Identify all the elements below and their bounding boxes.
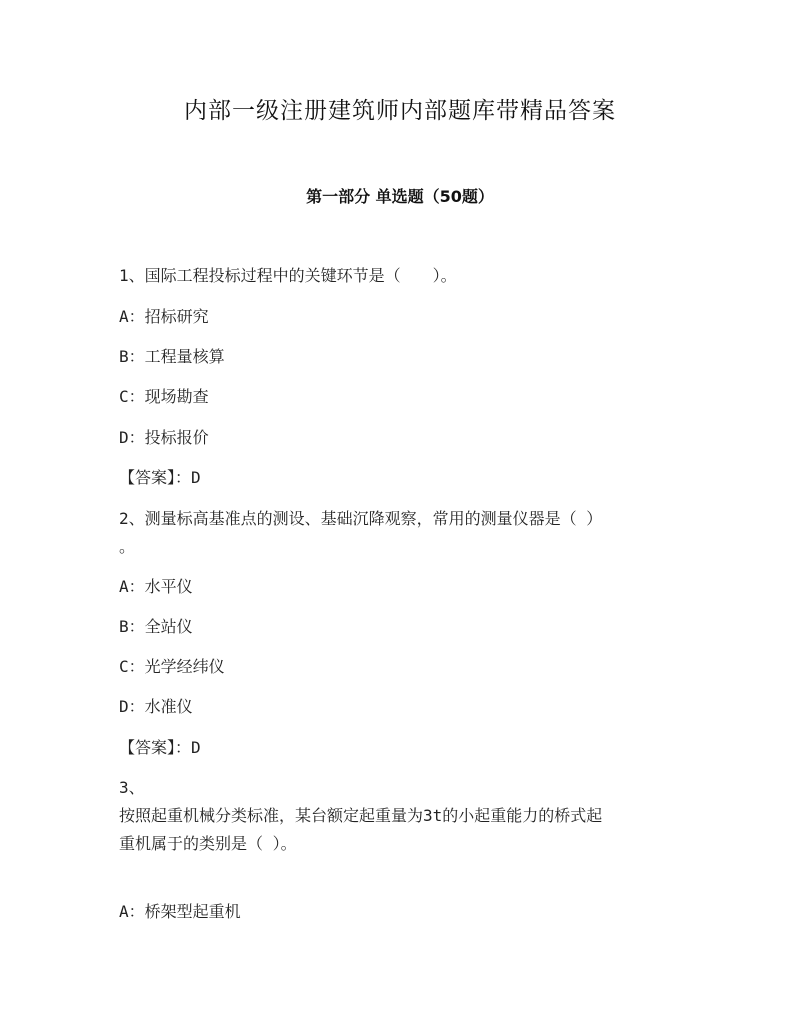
question-2-stem-line1: 2、测量标高基准点的测设、基础沉降观察，常用的测量仪器是（ ） <box>119 509 603 528</box>
question-3-option-a: A：桥架型起重机 <box>119 902 241 921</box>
question-3-number: 3、 <box>119 778 145 797</box>
document-title: 内部一级注册建筑师内部题库带精品答案 <box>184 98 616 124</box>
question-2-option-d: D：水准仪 <box>119 697 193 716</box>
question-3-stem-line2: 重机属于的类别是（ ）。 <box>119 834 297 853</box>
question-2-option-b: B：全站仪 <box>119 617 193 636</box>
section-heading: 第一部分 单选题（50题） <box>306 187 494 206</box>
question-1-answer: 【答案】：D <box>119 468 201 487</box>
question-1-option-a: A：招标研究 <box>119 307 209 326</box>
question-1-option-d: D：投标报价 <box>119 428 209 447</box>
question-1-option-c: C：现场勘查 <box>119 387 209 406</box>
question-1-stem: 1、国际工程投标过程中的关键环节是（ ）。 <box>119 266 457 285</box>
question-2-option-c: C：光学经纬仪 <box>119 657 225 676</box>
question-2-answer: 【答案】：D <box>119 738 201 757</box>
question-1-option-b: B：工程量核算 <box>119 347 225 366</box>
question-2-option-a: A：水平仪 <box>119 577 193 596</box>
question-2-stem-line2: 。 <box>119 537 136 556</box>
question-3-stem-line1: 按照起重机械分类标准，某台额定起重量为3t的小起重能力的桥式起 <box>119 806 603 825</box>
